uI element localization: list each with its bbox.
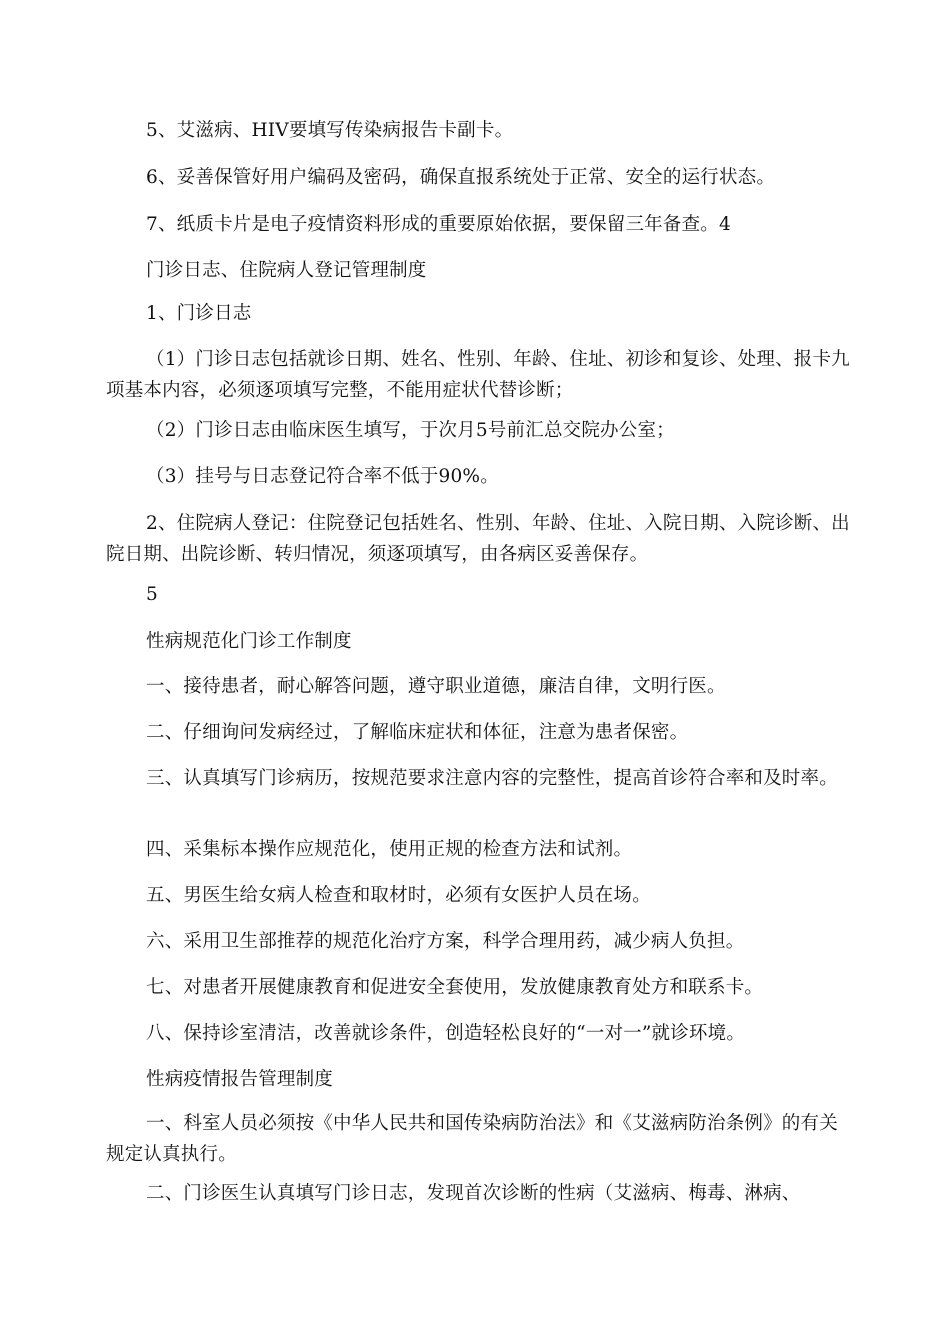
paragraph: 七、对患者开展健康教育和促进安全套使用，发放健康教育处方和联系卡。 <box>146 977 764 998</box>
paragraph: 二、门诊医生认真填写门诊日志，发现首次诊断的性病（艾滋病、梅毒、淋病、 <box>146 1183 801 1204</box>
paragraph: 6、妥善保管好用户编码及密码，确保直报系统处于正常、安全的运行状态。 <box>146 167 776 188</box>
paragraph: 三、认真填写门诊病历，按规范要求注意内容的完整性，提高首诊符合率和及时率。 <box>146 768 838 789</box>
paragraph: 五、男医生给女病人检查和取材时，必须有女医护人员在场。 <box>146 885 651 906</box>
paragraph: 一、科室人员必须按《中华人民共和国传染病防治法》和《艾滋病防治条例》的有关规定认真执行。 <box>106 1113 838 1165</box>
paragraph: 2、住院病人登记：住院登记包括姓名、性别、年龄、住址、入院日期、入院诊断、出院日期、出院诊断、转归情况，须逐项填写，由各病区妥善保存。 <box>106 513 850 565</box>
paragraph: （1）门诊日志包括就诊日期、姓名、性别、年龄、住址、初诊和复诊、处理、报卡九项基本内容，必须逐项填写完整，不能用症状代替诊断； <box>106 349 850 401</box>
paragraph: （2）门诊日志由临床医生填写，于次月5号前汇总交院办公室； <box>146 420 675 441</box>
sub-heading: 1、门诊日志 <box>146 303 252 324</box>
section-heading: 性病规范化门诊工作制度 <box>146 631 352 652</box>
paragraph: （3）挂号与日志登记符合率不低于90%。 <box>146 466 499 487</box>
paragraph: 六、采用卫生部推荐的规范化治疗方案，科学合理用药，减少病人负担。 <box>146 931 745 952</box>
paragraph: 7、纸质卡片是电子疫情资料形成的重要原始依据，要保留三年备查。4 <box>146 214 731 235</box>
paragraph: 四、采集标本操作应规范化，使用正规的检查方法和试剂。 <box>146 839 633 860</box>
page-number: 5 <box>146 584 158 605</box>
paragraph: 一、接待患者，耐心解答问题，遵守职业道德，廉洁自律，文明行医。 <box>146 676 726 697</box>
paragraph: 八、保持诊室清洁，改善就诊条件，创造轻松良好的“一对一”就诊环境。 <box>146 1023 746 1044</box>
section-heading: 门诊日志、住院病人登记管理制度 <box>146 260 427 281</box>
paragraph: 二、仔细询问发病经过，了解临床症状和体征，注意为患者保密。 <box>146 722 689 743</box>
paragraph: 5、艾滋病、HIV要填写传染病报告卡副卡。 <box>146 120 514 141</box>
section-heading: 性病疫情报告管理制度 <box>146 1069 334 1090</box>
